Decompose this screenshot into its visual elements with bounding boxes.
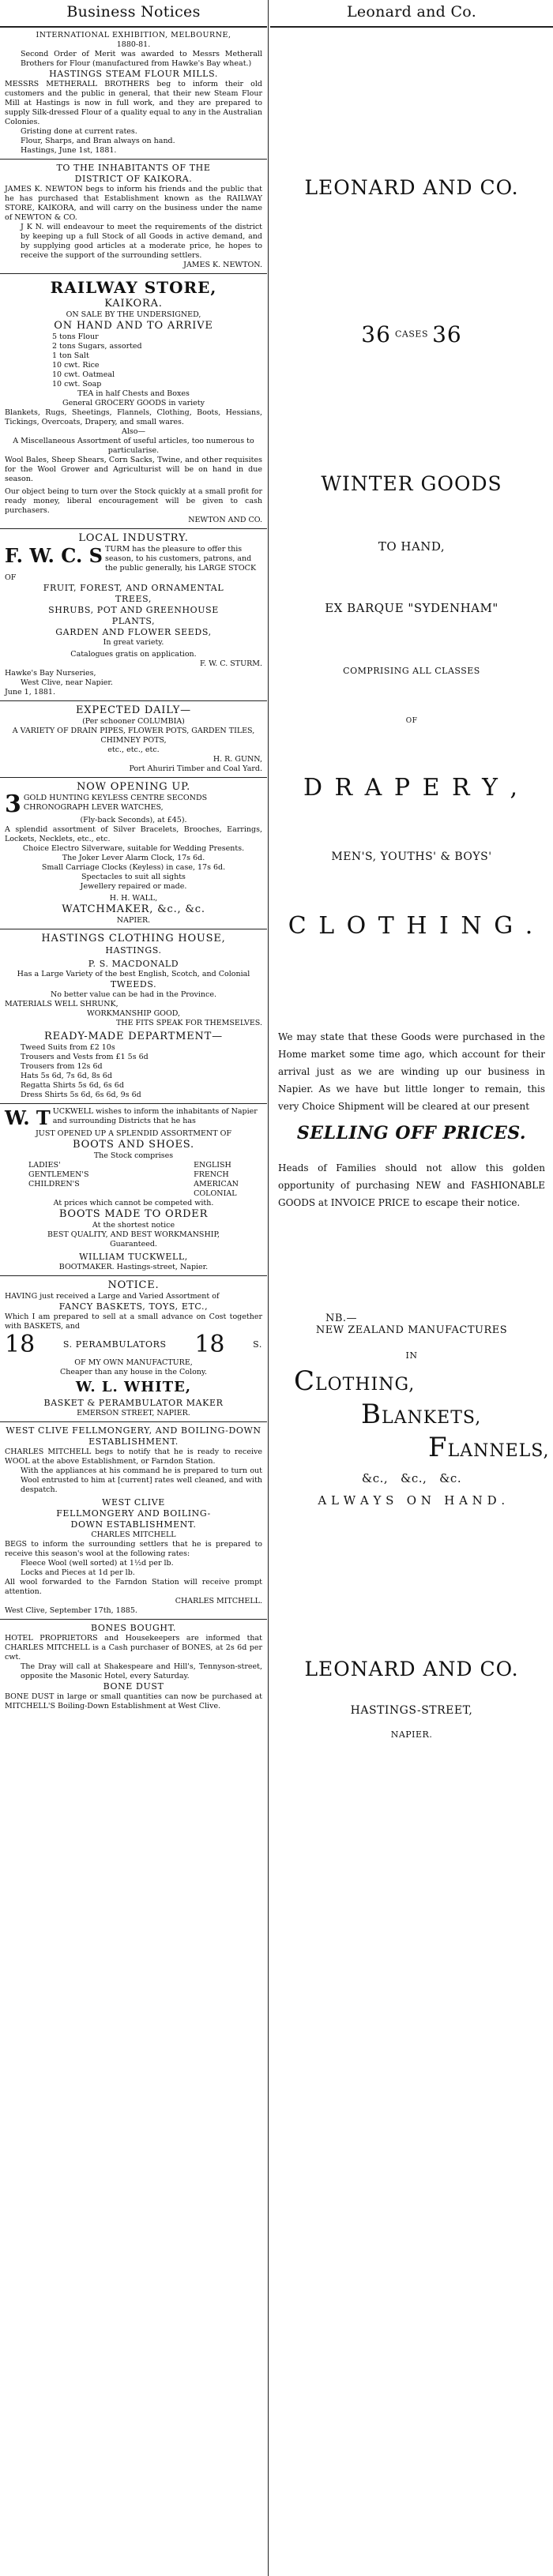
rule: [0, 1421, 267, 1422]
blankets-rest: LANKETS,: [382, 1408, 482, 1428]
notice-body2: Which I am prepared to sell at a small advance on Cost together with BASKETS, and: [5, 1312, 262, 1331]
local-l4: PLANTS,: [111, 616, 156, 626]
fell-r2: Locks and Pieces at 1d per lb.: [21, 1568, 135, 1577]
railway-general2: Blankets, Rugs, Sheetings, Flannels, Clothing, Boots, Hessians, Tickings, Overcoats, Drapery, and small wares.: [5, 408, 262, 426]
bones-heading: BONES BOUGHT.: [91, 1623, 176, 1633]
kaikora-notice: [0, 162, 267, 271]
clothing-tweeds: TWEEDS.: [110, 979, 157, 989]
rule: [0, 700, 267, 701]
opening-trade: WATCHMAKER, &c., &c.: [62, 903, 205, 915]
tuckwell-eng: ENGLISH: [194, 1161, 231, 1170]
exhibition-body: Second Order of Merit was awarded to Messrs Metherall Brothers for Flour (manufactured from Hawke's Bay wheat.): [21, 50, 262, 68]
clothing-work: WORKMANSHIP GOOD,: [86, 1009, 181, 1018]
cases-word: CASES: [395, 329, 428, 340]
rule: [0, 1275, 267, 1276]
opening-body8: Jewellery repaired or made.: [80, 882, 187, 891]
railway-onsale: ON SALE BY THE UNDERSIGNED,: [66, 310, 201, 319]
railway-item: TEA in half Chests and Boxes: [77, 389, 190, 398]
railway-also2: A Miscellaneous Assortment of useful articles, too numerous to particularise.: [13, 437, 254, 455]
tuckwell-stock-grid: [5, 1161, 262, 1199]
fell-h3: FELLMONGERY AND BOILING-: [56, 1508, 211, 1519]
hastings-mills-body: MESSRS METHERALL BROTHERS beg to inform their old customers and the public in general, that their new Steam Flour Mill at Hastings is now in full work, and they are prepared to supply Silk-dressed Flour of a quality equal to any in the Australian Colonies.: [5, 80, 262, 126]
tuckwell-stock: The Stock comprises: [93, 1151, 174, 1160]
tuckwell-prices: At prices which cannot be competed with.: [53, 1199, 214, 1207]
kaikora-body: JAMES K. NEWTON begs to inform his friends and the public that he has purchased that Establishment known as the RAILWAY STORE, KAIKORA, and will carry on the business under the name of NEWTON & CO.: [5, 185, 262, 222]
rule: [270, 26, 553, 28]
flannels-line: [270, 1432, 553, 1463]
railway-wool: Wool Bales, Sheep Shears, Corn Sacks, Twine, and other requisites for the Wool Grower and Agriculturist will be on hand in due season.: [5, 456, 262, 483]
hastings-mills-line-b: Flour, Sharps, and Bran always on hand.: [21, 137, 175, 145]
opening-big3: 3: [5, 790, 21, 818]
fell-date: West Clive, September 17th, 1885.: [5, 1606, 137, 1615]
blankets-cap: B: [361, 1399, 382, 1430]
tuckwell-guar: Guaranteed.: [110, 1240, 157, 1249]
clothing-mat: MATERIALS WELL SHRUNK,: [5, 1000, 118, 1008]
clothing-r1: Tweed Suits from £2 10s: [21, 1043, 115, 1052]
opening-sign: H. H. WALL,: [109, 894, 158, 903]
now-opening-ad: [0, 780, 267, 926]
mens-youths-boys: MEN'S, YOUTHS' & BOYS': [331, 851, 492, 863]
notice-heading: NOTICE.: [107, 1279, 160, 1291]
local-l6: In great variety.: [103, 638, 164, 647]
bones-dust: BONE DUST: [103, 1681, 164, 1692]
notice-18a: 18: [5, 1331, 36, 1358]
clothing-r2: Trousers and Vests from £1 5s 6d: [21, 1053, 149, 1061]
expected-place: Port Ahuriri Timber and Coal Yard.: [129, 764, 262, 773]
fell-body: CHARLES MITCHELL begs to notify that he is ready to receive WOOL at the above Establishment, or Farndon Station.: [5, 1448, 262, 1466]
opening-body6: Small Carriage Clocks (Keyless) in case, 17s 6d.: [41, 863, 226, 872]
opening-body3: A splendid assortment of Silver Bracelets, Brooches, Earrings, Lockets, Necklets, etc., etc.: [5, 825, 262, 843]
nb: NB.—: [325, 1312, 358, 1324]
fell-r1: Fleece Wool (well sorted) at 1½d per lb.: [21, 1559, 174, 1568]
opening-body1: GOLD HUNTING KEYLESS CENTRE SECONDS CHRONOGRAPH LEVER WATCHES,: [23, 794, 208, 812]
notice-body: HAVING just received a Large and Varied Assortment of: [5, 1292, 220, 1301]
exhibition-line2: 1880-81.: [116, 40, 151, 49]
perambulators-line: [5, 1331, 262, 1358]
clothing-house-ad: [0, 932, 267, 1101]
bones-body2: The Dray will call at Shakespeare and Hill's, Tennyson-street, opposite the Masonic Hotel, every Saturday.: [21, 1662, 262, 1680]
bones-ad: [0, 1622, 267, 1712]
clothing-body2: No better value can be had in the Province.: [50, 990, 217, 999]
opening-body4: Choice Electro Silverware, suitable for Wedding Presents.: [22, 844, 245, 853]
clothing-r5: Regatta Shirts 5s 6d, 6s 6d: [21, 1081, 124, 1090]
railway-object: Our object being to turn over the Stock quickly at a small profit for ready money, liberal encouragement will be given to cash purchasers.: [5, 487, 262, 515]
railway-item: 2 tons Sugars, assorted: [52, 342, 142, 351]
of: OF: [405, 717, 418, 725]
exhibition-notice: [0, 30, 267, 156]
opening-body2: (Fly-back Seconds), at £45).: [80, 816, 187, 824]
leonard-ad: [270, 176, 553, 1740]
cases-a: 36: [361, 321, 391, 347]
hastings-street: HASTINGS-STREET,: [350, 1704, 473, 1717]
body-2: Heads of Families should not allow this golden opportunity of purchasing NEW and FASHIONABLE GOODS at INVOICE PRICE to escape their notice.: [278, 1162, 545, 1208]
railway-onhand: ON HAND AND TO ARRIVE: [54, 320, 213, 332]
tuckwell-order: BOOTS MADE TO ORDER: [58, 1208, 209, 1220]
notice-ad: [0, 1279, 267, 1419]
rule: [0, 777, 267, 778]
fellmongery-ad: [0, 1425, 267, 1617]
hastings-mills-heading: HASTINGS STEAM FLOUR MILLS.: [49, 69, 218, 79]
local-nurs: Hawke's Bay Nurseries,: [5, 669, 96, 678]
railway-title: RAILWAY STORE,: [50, 278, 217, 297]
railway-item: 10 cwt. Soap: [52, 380, 102, 389]
rule: [0, 159, 267, 160]
tuckwell-addr: BOOTMAKER. Hastings-street, Napier.: [58, 1263, 209, 1271]
local-l3: SHRUBS, POT AND GREENHOUSE: [48, 605, 219, 615]
expected-body: A VARIETY OF DRAIN PIPES, FLOWER POTS, GARDEN TILES, CHIMNEY POTS,: [12, 727, 255, 745]
leonard-column: [270, 0, 553, 2576]
opening-body7: Spectacles to suit all sights: [81, 873, 186, 881]
tuckwell-ladies: LADIES': [28, 1161, 61, 1170]
railway-item: 1 ton Salt: [52, 351, 89, 360]
flannels-rest: LANNELS,: [447, 1441, 550, 1461]
clothing-r3: Trousers from 12s 6d: [21, 1062, 103, 1071]
bones-body: HOTEL PROPRIETORS and Housekeepers are informed that CHARLES MITCHELL is a Cash purchaser of BONES, at 2s 6d per cwt.: [5, 1634, 262, 1662]
tuckwell-short: At the shortest notice: [92, 1221, 175, 1230]
tuckwell-sign: WILLIAM TUCKWELL,: [79, 1252, 188, 1262]
tuckwell-intro: UCKWELL wishes to inform the inhabitants of Napier and surrounding Districts that he has: [52, 1107, 258, 1125]
clothing-sub: HASTINGS.: [105, 945, 162, 956]
kaikora-heading1: TO THE INHABITANTS OF THE: [56, 163, 211, 173]
local-heading: LOCAL INDUSTRY.: [78, 532, 189, 544]
tuckwell-initials: W. T: [5, 1106, 51, 1129]
local-cat: Catalogues gratis on application.: [70, 650, 197, 659]
leonard-name: LEONARD AND CO.: [304, 176, 519, 199]
railway-item: 5 tons Flour: [52, 332, 99, 341]
rule: [0, 273, 267, 274]
notice-cheaper: Cheaper than any house in the Colony.: [59, 1368, 208, 1376]
cases-b: 36: [432, 321, 462, 347]
local-l2: TREES,: [115, 594, 152, 604]
bones-body3: BONE DUST in large or small quantities can now be purchased at MITCHELL'S Boiling-Down Establishment at West Clive.: [5, 1692, 262, 1710]
expected-sign: H. R. GUNN,: [213, 755, 262, 764]
expected-daily-ad: [0, 704, 267, 775]
always-on-hand: A L W A Y S O N H A N D .: [318, 1493, 506, 1508]
comprising: COMPRISING ALL CLASSES: [343, 666, 480, 676]
clothing-r4: Hats 5s 6d, 7s 6d, 8s 6d: [21, 1072, 112, 1080]
notice-wlw: W. L. WHITE,: [75, 1379, 192, 1395]
opening-place: NAPIER.: [116, 916, 151, 925]
right-column-title: Leonard and Co.: [346, 3, 477, 21]
fwcs-initials: F. W. C. S: [5, 544, 103, 567]
fell-h2: WEST CLIVE: [102, 1497, 165, 1508]
tuckwell-best: BEST QUALITY, AND BEST WORKMANSHIP,: [47, 1230, 220, 1239]
fell-body4: All wool forwarded to the Farndon Station will receive prompt attention.: [5, 1578, 262, 1596]
tuckwell-fr: FRENCH: [194, 1170, 229, 1179]
notice-peram: S. PERAMBULATORS: [62, 1339, 167, 1350]
ex-barque: EX BARQUE "SYDENHAM": [325, 601, 498, 615]
rule: [0, 26, 267, 28]
fell-body3: BEGS to inform the surrounding settlers that he is prepared to receive this season's wool at the following rates:: [5, 1540, 262, 1558]
clothing-line: [270, 1365, 553, 1397]
notice-own: OF MY OWN MANUFACTURE,: [74, 1358, 193, 1367]
notice-18b: 18: [194, 1331, 225, 1358]
tuckwell-gents: GENTLEMEN'S: [28, 1170, 89, 1179]
rule: [0, 528, 267, 529]
notice-basket: BASKET & PERAMBULATOR MAKER: [43, 1398, 224, 1408]
notice-street: EMERSON STREET, NAPIER.: [77, 1409, 190, 1418]
local-nurs2: West Clive, near Napier.: [21, 678, 113, 687]
in: IN: [405, 1350, 418, 1361]
column-title: Business Notices: [66, 3, 201, 21]
railway-general: General GROCERY GOODS in variety: [62, 399, 205, 407]
clothing-r6: Dress Shirts 5s 6d, 6s 6d, 9s 6d: [21, 1091, 141, 1099]
notice-fancy: FANCY BASKETS, TOYS, ETC.,: [58, 1301, 209, 1312]
local-date: June 1, 1881.: [5, 688, 55, 697]
tuckwell-ad: [0, 1106, 267, 1273]
local-l5: GARDEN AND FLOWER SEEDS,: [55, 627, 212, 637]
rule: [0, 1103, 267, 1104]
tuckwell-boots: BOOTS AND SHOES.: [73, 1139, 194, 1151]
clothing-ready: READY-MADE DEPARTMENT—: [44, 1031, 223, 1042]
tuckwell-col: COLONIAL: [194, 1189, 237, 1198]
napier: NAPIER.: [390, 1729, 433, 1740]
clothing-rest: LOTHING,: [315, 1375, 416, 1395]
flannels-cap: F: [428, 1432, 448, 1463]
clothing: C L O T H I N G .: [288, 912, 536, 940]
railway-store-ad: [0, 276, 267, 526]
tuckwell-opened: JUST OPENED UP A SPLENDID ASSORTMENT OF: [36, 1129, 231, 1138]
local-sign: F. W. C. STURM.: [199, 659, 262, 668]
local-industry-ad: [0, 531, 267, 698]
expected-etc: etc., etc., etc.: [107, 745, 160, 754]
local-l1: FRUIT, FOREST, AND ORNAMENTAL: [43, 583, 224, 593]
winter-goods: WINTER GOODS: [321, 472, 502, 495]
business-notices-column: [0, 0, 267, 2576]
rule: [0, 1619, 267, 1620]
to-hand: TO HAND,: [378, 539, 446, 554]
nz-manufactures: NEW ZEALAND MANUFACTURES: [315, 1324, 508, 1336]
local-intro: TURM has the pleasure to offer this season, to his customers, patrons, and the public generally, his LARGE STOCK OF: [5, 545, 257, 582]
opening-heading: NOW OPENING UP.: [76, 781, 191, 793]
tuckwell-am: AMERICAN: [194, 1180, 239, 1188]
railway-item: 10 cwt. Oatmeal: [52, 370, 115, 379]
expected-sub: (Per schooner COLUMBIA): [82, 717, 185, 726]
column-divider: [268, 0, 269, 2576]
cases-line: [270, 321, 553, 347]
fell-sign: CHARLES MITCHELL.: [175, 1597, 262, 1605]
tuckwell-child: CHILDREN'S: [28, 1180, 80, 1188]
hastings-mills-line-c: Hastings, June 1st, 1881.: [21, 146, 117, 155]
fell-h4: DOWN ESTABLISHMENT.: [70, 1519, 197, 1530]
railway-item: 10 cwt. Rice: [52, 361, 100, 370]
kaikora-body2: J K N. will endeavour to meet the requirements of the district by keeping up a full Stock of all Goods in active demand, and by supplying good articles at a moderate price, he hopes to receive the support of the surrounding settlers.: [21, 223, 262, 260]
notice-s: S.: [253, 1339, 262, 1350]
body-1: We may state that these Goods were purchased in the Home market some time ago, which account for their arrival just as we are winding up our business in Napier. As we have but little longer to remain, this very Choice Shipment will be cleared at our present: [278, 1031, 545, 1112]
blankets-line: [270, 1399, 553, 1430]
clothing-body: Has a Large Variety of the best English, Scotch, and Colonial: [17, 970, 250, 978]
drapery: D R A P E R Y ,: [303, 774, 521, 802]
etc-line: &c., &c., &c.: [361, 1471, 462, 1485]
expected-heading: EXPECTED DAILY—: [76, 704, 191, 716]
railway-sub: KAIKORA.: [104, 298, 163, 310]
selling-off-prices: SELLING OFF PRICES.: [296, 1123, 527, 1143]
fell-heading: WEST CLIVE FELLMONGERY, AND BOILING-DOWN ESTABLISHMENT.: [6, 1425, 261, 1447]
fell-name: CHARLES MITCHELL: [91, 1530, 176, 1539]
kaikora-sign: JAMES K. NEWTON.: [183, 261, 262, 269]
railway-sign: NEWTON AND CO.: [188, 516, 262, 524]
clothing-name: P. S. MACDONALD: [88, 959, 179, 969]
clothing-cap: C: [294, 1365, 316, 1397]
railway-also: Also—: [122, 427, 145, 436]
kaikora-heading2: DISTRICT OF KAIKORA.: [74, 174, 193, 184]
clothing-fits: THE FITS SPEAK FOR THEMSELVES.: [115, 1019, 262, 1027]
exhibition-line1: INTERNATIONAL EXHIBITION, MELBOURNE,: [36, 31, 231, 39]
fell-body2: With the appliances at his command he is prepared to turn out Wool entrusted to him at [current] rates well cleaned, and with despatch.: [21, 1466, 262, 1494]
clothing-heading: HASTINGS CLOTHING HOUSE,: [41, 933, 226, 944]
hastings-mills-line-a: Gristing done at current rates.: [21, 127, 137, 136]
opening-body5: The Joker Lever Alarm Clock, 17s 6d.: [62, 854, 205, 862]
leonard-name-2: LEONARD AND CO.: [304, 1658, 519, 1680]
